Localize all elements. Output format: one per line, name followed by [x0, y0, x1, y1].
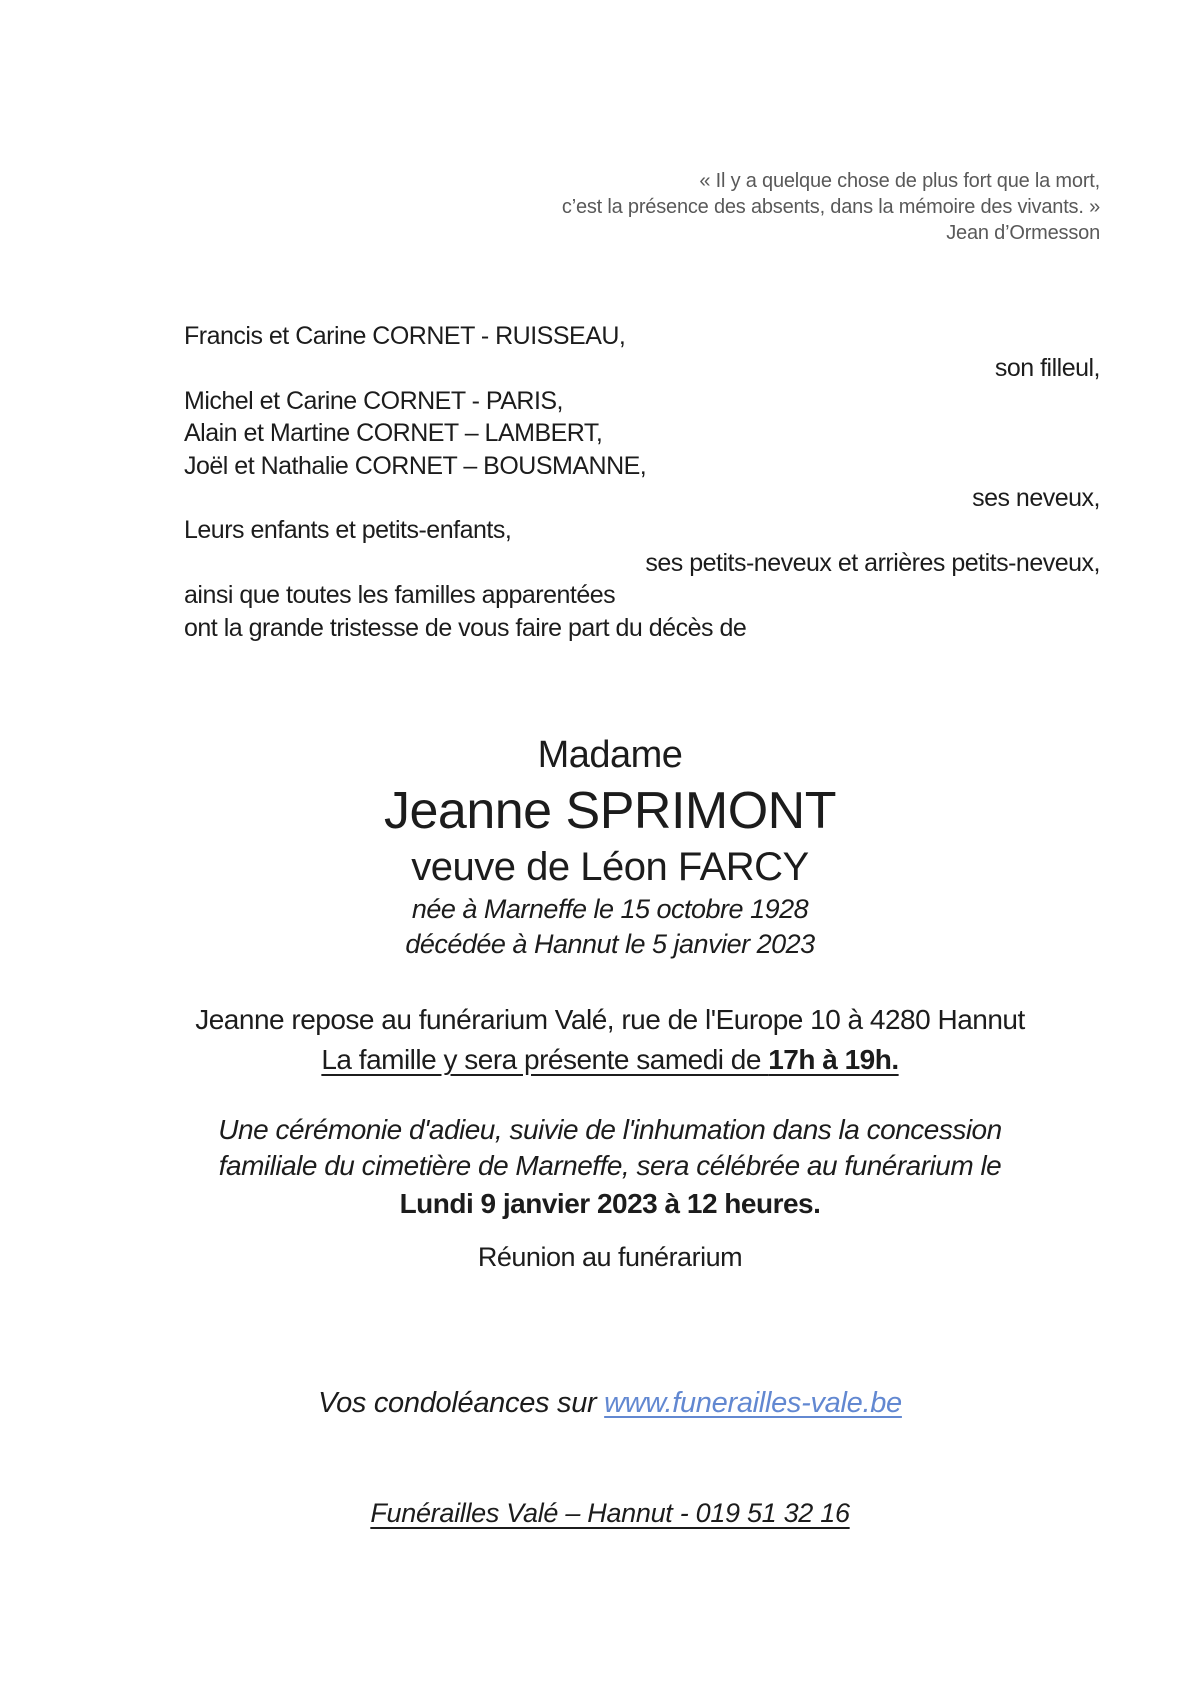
viewing-presence	[90, 1040, 1130, 1080]
announcement-line: ont la grande tristesse de vous faire part du décès de	[184, 613, 747, 642]
deceased-name: Jeanne SPRIMONT	[384, 782, 836, 840]
condolences-website-link[interactable]: www.funerailles-vale.be	[604, 1387, 902, 1419]
ceremony-info	[90, 1112, 1130, 1274]
quote-author: Jean d’Ormesson	[946, 222, 1100, 244]
memorial-quote	[100, 168, 1100, 246]
funeral-home-footer	[90, 1496, 1130, 1530]
deceased-widow-of: veuve de Léon FARCY	[411, 845, 809, 889]
family-line: Michel et Carine CORNET - PARIS,	[184, 386, 564, 415]
deceased-honorific: Madame	[537, 734, 683, 776]
condolences-text: Vos condoléances sur	[318, 1387, 605, 1419]
deceased-death: décédée à Hannut le 5 janvier 2023	[405, 929, 815, 959]
family-line: Alain et Martine CORNET – LAMBERT,	[184, 419, 603, 448]
family-announcement	[184, 320, 1100, 644]
quote-line-1: « Il y a quelque chose de plus fort que la mort,	[699, 170, 1100, 192]
viewing-location: Jeanne repose au funérarium Valé, rue de l'Europe 10 à 4280 Hannut	[195, 1004, 1025, 1035]
deceased-birth: née à Marneffe le 15 octobre 1928	[411, 894, 809, 924]
family-line: Leurs enfants et petits-enfants,	[184, 516, 512, 545]
ceremony-meeting-point: Réunion au funérarium	[477, 1242, 743, 1272]
condolences-line	[90, 1385, 1130, 1421]
funeral-home-contact: Funérailles Valé – Hannut - 019 51 32 16	[370, 1498, 850, 1528]
family-relation: son filleul,	[994, 354, 1100, 383]
viewing-info	[90, 1000, 1130, 1080]
ceremony-line-1: Une cérémonie d'adieu, suivie de l'inhumation dans la concession	[218, 1114, 1002, 1145]
viewing-presence-text: La famille y sera présente samedi de	[321, 1044, 769, 1075]
deceased-identity	[100, 730, 1120, 962]
quote-line-2: c’est la présence des absents, dans la mémoire des vivants. »	[561, 196, 1100, 218]
family-line: Francis et Carine CORNET - RUISSEAU,	[184, 322, 626, 350]
ceremony-datetime: Lundi 9 janvier 2023 à 12 heures.	[399, 1188, 821, 1219]
family-line: ainsi que toutes les familles apparentées	[184, 581, 616, 610]
ceremony-line-2: familiale du cimetière de Marneffe, sera célébrée au funérarium le	[218, 1150, 1002, 1181]
viewing-presence-hours: 17h à 19h.	[768, 1044, 899, 1075]
family-relation: ses neveux,	[972, 484, 1100, 513]
family-line: Joël et Nathalie CORNET – BOUSMANNE,	[184, 451, 647, 480]
family-relation: ses petits-neveux et arrières petits-neveux,	[645, 548, 1100, 577]
